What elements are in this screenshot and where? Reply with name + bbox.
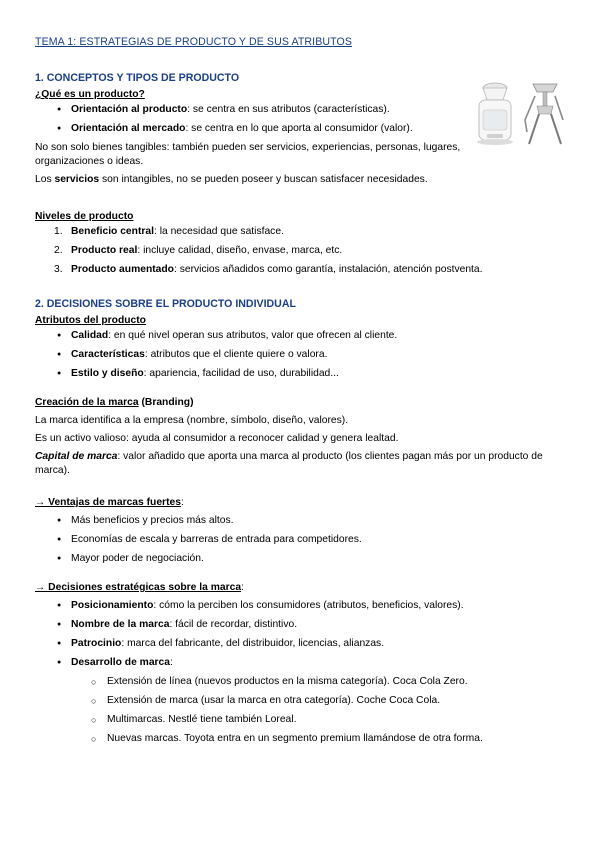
attributes-subheading: Atributos del producto (35, 315, 146, 326)
electric-juicer-icon (477, 83, 513, 145)
paragraph-brand-equity: Capital de marca: valor añadido que aporta una marca al producto (los clientes pagan más por un producto de marca). (35, 451, 543, 476)
list-item: ● Más beneficios y precios más altos. (35, 514, 565, 528)
list-item: ○ Extensión de marca (usar la marca en otra categoría). Coche Coca Cola. (35, 694, 565, 708)
decisions-list (35, 599, 565, 670)
list-item: ○ Nuevas marcas. Toyota entra en un segmento premium llamándose de otra forma. (35, 732, 565, 746)
brand-development-list (35, 675, 565, 746)
levels-list (35, 225, 565, 277)
branding-subheading: Creación de la marca (Branding) (35, 397, 194, 408)
list-item: ○ Multimarcas. Nestlé tiene también Loreal. (35, 713, 565, 727)
list-item: ● Nombre de la marca: fácil de recordar, distintivo. (35, 618, 565, 632)
list-item: ● Desarrollo de marca: (35, 656, 565, 670)
list-item: ○ Extensión de línea (nuevos productos en la misma categoría). Coca Cola Zero. (35, 675, 565, 689)
section-2-heading: 2. DECISIONES SOBRE EL PRODUCTO INDIVIDUAL (35, 298, 296, 310)
list-item: ● Mayor poder de negociación. (35, 552, 565, 566)
list-item: ● Posicionamiento: cómo la perciben los consumidores (atributos, beneficios, valores). (35, 599, 565, 613)
paragraph-brand-identity: La marca identifica a la empresa (nombre, símbolo, diseño, valores). (35, 415, 349, 426)
list-item: 3. Producto aumentado: servicios añadidos como garantía, instalación, atención postventa. (54, 264, 483, 275)
list-item: ● Orientación al producto: se centra en sus atributos (características). (35, 103, 565, 117)
advantages-heading: → Ventajas de marcas fuertes: (35, 497, 184, 508)
advantages-list (35, 514, 565, 566)
document-title: TEMA 1: ESTRATEGIAS DE PRODUCTO Y DE SUS ATRIBUTOS (35, 36, 352, 48)
juicer-product-image (473, 80, 565, 150)
strategic-decisions-heading: → Decisiones estratégicas sobre la marca: (35, 582, 244, 593)
list-item: 2. Producto real: incluye calidad, diseño, envase, marca, etc. (54, 245, 343, 256)
attributes-list (35, 329, 565, 381)
paragraph-tangible: No son solo bienes tangibles: también pueden ser servicios, experiencias, personas, lugares, organizaciones o ideas. (35, 142, 461, 167)
list-item: ● Calidad: en qué nivel operan sus atributos, valor que ofrecen al cliente. (35, 329, 565, 343)
list-item: ● Características: atributos que el cliente quiere o valora. (35, 348, 565, 362)
paragraph-services: Los servicios son intangibles, no se pueden poseer y buscan satisfacer necesidades. (35, 174, 428, 185)
manual-juicer-icon (525, 84, 563, 144)
levels-subheading: Niveles de producto (35, 211, 134, 222)
list-item: ● Orientación al mercado: se centra en lo que aporta al consumidor (valor). (35, 122, 565, 136)
list-item: ● Estilo y diseño: apariencia, facilidad de uso, durabilidad... (35, 367, 565, 381)
list-item: ● Economías de escala y barreras de entrada para competidores. (35, 533, 565, 547)
list-item: 1. Beneficio central: la necesidad que satisface. (54, 226, 284, 237)
section-1-heading: 1. CONCEPTOS Y TIPOS DE PRODUCTO (35, 72, 240, 84)
what-is-product-subheading: ¿Qué es un producto? (35, 89, 145, 100)
list-item: ● Patrocinio: marca del fabricante, del distribuidor, licencias, alianzas. (35, 637, 565, 651)
paragraph-brand-asset: Es un activo valioso: ayuda al consumidor a reconocer calidad y genera lealtad. (35, 433, 399, 444)
